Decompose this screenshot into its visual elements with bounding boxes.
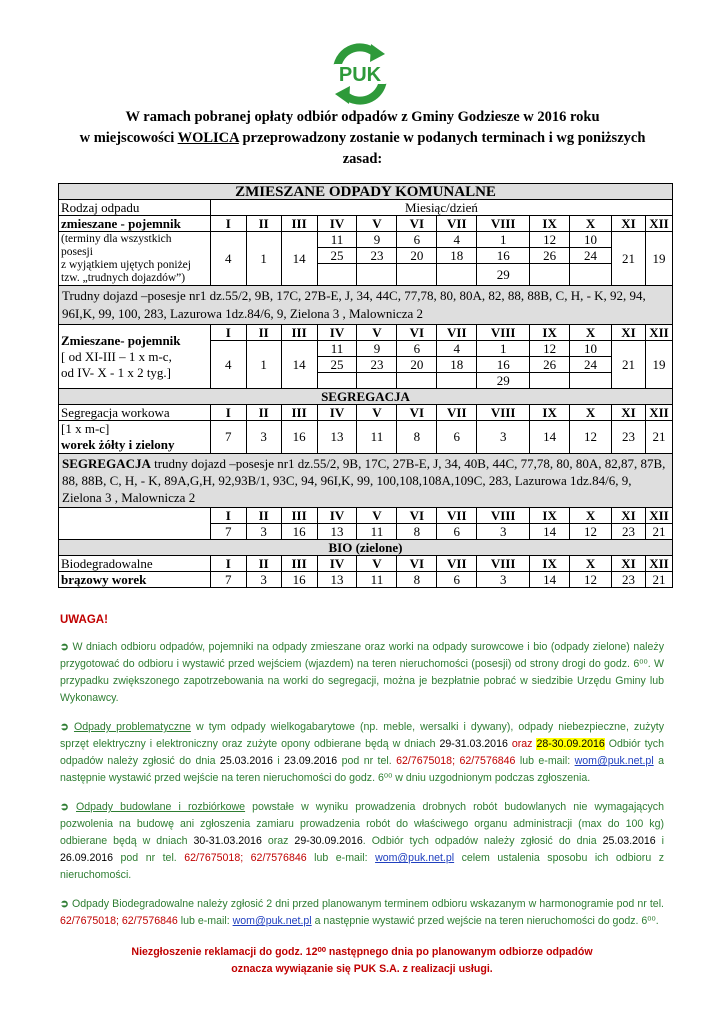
day-cell: 25 [317, 248, 357, 264]
note-text: Odbiór tych odpadów należy zgłosić do dnia [60, 738, 664, 767]
month-header: III [281, 216, 317, 232]
month-header: V [357, 556, 397, 572]
table-row [59, 405, 673, 421]
s1-note [59, 232, 211, 286]
month-header: II [246, 325, 281, 341]
month-header: V [357, 405, 397, 421]
arrow-icon: ➲ [60, 801, 69, 813]
day-cell: 1 [246, 341, 281, 389]
day-cell: 12 [570, 421, 612, 454]
day-cell: 3 [246, 421, 281, 454]
month-header: VII [437, 508, 477, 524]
day-cell: 12 [530, 232, 570, 248]
document-header [40, 107, 685, 170]
note-paragraph [60, 639, 664, 707]
month-header: VI [397, 325, 437, 341]
month-header: XII [645, 508, 672, 524]
month-header: XII [645, 405, 672, 421]
month-header: XI [611, 508, 645, 524]
note-text: W dniach odbioru odpadów, pojemniki na odpady zmieszane oraz worki na odpady surowcowe i bio (odpady zielone) należy przygotować do odbioru i wystawić przed wejściem (wjazdem) na teren nieruchomości (posesji) od strony drogi do godz. 6⁰⁰. W przypadku zwiększonego zapotrzebowania na worki do segregacji, można je bezpłatnie pobrać w siedzibie Urzędu Gminy lub Wykonawcy. [60, 641, 664, 704]
day-cell: 21 [611, 341, 645, 389]
s3-label: Segregacja workowa [59, 405, 211, 421]
month-header: IX [530, 508, 570, 524]
day-cell: 29 [477, 373, 530, 389]
email-link[interactable]: wom@puk.net.pl [232, 915, 312, 927]
month-header: I [210, 556, 246, 572]
day-cell [357, 264, 397, 286]
day-cell: 18 [437, 357, 477, 373]
date-text: 25.03.2016 [219, 755, 273, 767]
day-cell: 24 [570, 248, 612, 264]
month-header: VIII [477, 556, 530, 572]
s2-line: [ od XI-III – 1 x m-c, [61, 348, 172, 364]
header-line-1: W ramach pobranej opłaty odbiór odpadów z Gminy Godziesze w 2016 roku [125, 109, 600, 125]
day-cell: 23 [611, 421, 645, 454]
month-header: VIII [477, 325, 530, 341]
s1-note-line: tzw. „trudnych dojazdów”) [61, 271, 186, 284]
note-text: i [655, 835, 664, 847]
email-link[interactable]: wom@puk.net.pl [574, 755, 654, 767]
day-cell: 12 [530, 341, 570, 357]
month-header: VI [397, 556, 437, 572]
month-header: II [246, 405, 281, 421]
day-cell: 8 [397, 572, 437, 588]
segregacja-trudny [59, 454, 673, 508]
day-cell: 23 [611, 572, 645, 588]
day-cell: 23 [357, 248, 397, 264]
note-paragraph [60, 719, 664, 787]
month-header: II [246, 556, 281, 572]
month-header: I [210, 216, 246, 232]
month-header: I [210, 325, 246, 341]
header-line-2 [40, 128, 685, 149]
day-cell [570, 264, 612, 286]
day-cell: 19 [645, 341, 672, 389]
segregacja-header: SEGREGACJA [59, 389, 673, 405]
month-header: II [246, 216, 281, 232]
day-cell: 7 [210, 524, 246, 540]
month-header: XI [611, 405, 645, 421]
month-header: V [357, 216, 397, 232]
month-header: V [357, 325, 397, 341]
day-cell [397, 264, 437, 286]
month-header: XI [611, 556, 645, 572]
day-cell: 8 [397, 421, 437, 454]
day-cell [357, 373, 397, 389]
month-header: III [281, 405, 317, 421]
s5-line: brązowy worek [59, 572, 211, 588]
day-cell: 6 [397, 232, 437, 248]
segregacja-trudny-label: SEGREGACJA [62, 456, 151, 471]
day-cell: 21 [645, 572, 672, 588]
arrow-icon: ➲ [60, 898, 69, 910]
date-text: 29-30.09.2016 [294, 835, 363, 847]
day-cell: 10 [570, 341, 612, 357]
day-cell: 8 [397, 524, 437, 540]
note-text: w tym odpady wielkogabarytowe (np. meble, wersalki i dywany), odpady niebezpieczne, zużyty sprzęt elektryczny i elektroniczny oraz zużyte opony odbierane będą w dniach [60, 721, 664, 750]
note-topic: Odpady budowlane i rozbiórkowe [75, 801, 246, 813]
date-text: 29-31.03.2016 [439, 738, 508, 750]
day-cell: 13 [317, 572, 357, 588]
note-paragraph [60, 896, 664, 930]
date-text: 26.09.2016 [60, 852, 114, 864]
month-header: I [210, 508, 246, 524]
date-text: 25.03.2016 [602, 835, 656, 847]
email-link[interactable]: wom@puk.net.pl [375, 852, 455, 864]
note-text: celem ustalenia sposobu ich odbioru z nieruchomości. [60, 852, 665, 881]
month-header: IV [317, 508, 357, 524]
arrow-icon: ➲ [60, 641, 69, 653]
note-text: oraz [261, 835, 295, 847]
month-header: I [210, 405, 246, 421]
day-cell: 3 [477, 421, 530, 454]
bio-header: BIO (zielone) [59, 540, 673, 556]
table-row [59, 454, 673, 508]
note-text: Odpady Biodegradowalne należy zgłosić 2 dni przed planowanym terminem odbioru wskazanym w harmonogramie pod nr tel. [68, 898, 664, 910]
day-cell [570, 373, 612, 389]
month-header: III [281, 325, 317, 341]
day-cell: 3 [246, 572, 281, 588]
day-cell: 12 [570, 524, 612, 540]
day-cell: 18 [437, 248, 477, 264]
note-topic: Odpady problematyczne [73, 721, 191, 733]
date-text: 28-30.09.2016 [536, 738, 605, 750]
month-header: VI [397, 405, 437, 421]
month-header: IX [530, 556, 570, 572]
month-header: X [570, 508, 612, 524]
recycle-arrows-icon [325, 42, 395, 106]
day-cell [317, 373, 357, 389]
day-cell: 14 [530, 524, 570, 540]
day-cell: 4 [210, 341, 246, 389]
day-cell: 11 [357, 524, 397, 540]
s5-label: Biodegradowalne [59, 556, 211, 572]
col-month-day: Miesiąc/dzień [210, 200, 672, 216]
month-header: X [570, 556, 612, 572]
s3-line: worek żółty i zielony [61, 437, 175, 452]
month-header: V [357, 508, 397, 524]
month-header: II [246, 508, 281, 524]
month-header: IV [317, 556, 357, 572]
day-cell: 20 [397, 357, 437, 373]
header-line-2-post: przeprowadzony zostanie w podanych terminach i wg poniższych [238, 130, 646, 146]
trudny-dojazd-1: Trudny dojazd –posesje nr1 dz.55/2, 9B, 17C, 27B-E, J, 34, 44C, 77,78, 80, 80A, 82, 88, 88B, C, H, - K, 92, 94, 96I,K, 99, 100, 283, Lazurowa 1dz.84/6, 9, Zielona 3 , Malownicza 2 [59, 286, 673, 325]
month-header: X [570, 325, 612, 341]
day-cell: 1 [477, 341, 530, 357]
day-cell: 10 [570, 232, 612, 248]
day-cell: 4 [210, 232, 246, 286]
month-header: XII [645, 556, 672, 572]
day-cell: 29 [477, 264, 530, 286]
day-cell [530, 264, 570, 286]
month-header: IV [317, 325, 357, 341]
day-cell: 6 [437, 421, 477, 454]
day-cell: 21 [645, 421, 672, 454]
day-cell: 9 [357, 341, 397, 357]
day-cell: 21 [611, 232, 645, 286]
month-header: III [281, 508, 317, 524]
day-cell: 4 [437, 341, 477, 357]
day-cell: 24 [570, 357, 612, 373]
month-header: IV [317, 405, 357, 421]
day-cell: 14 [530, 572, 570, 588]
day-cell: 1 [246, 232, 281, 286]
day-cell: 20 [397, 248, 437, 264]
day-cell [397, 373, 437, 389]
day-cell: 9 [357, 232, 397, 248]
s1-note-line: z wyjątkiem ujętych poniżej [61, 258, 191, 271]
day-cell: 13 [317, 524, 357, 540]
month-header: III [281, 556, 317, 572]
logo-text: PUK [338, 64, 382, 86]
notes-section [60, 612, 664, 942]
day-cell: 11 [317, 341, 357, 357]
note-text: pod nr tel. [337, 755, 397, 767]
month-header: VI [397, 508, 437, 524]
header-place: WOLICA [177, 130, 239, 146]
day-cell [530, 373, 570, 389]
day-cell: 19 [645, 232, 672, 286]
month-header: VII [437, 216, 477, 232]
table-row [59, 325, 673, 341]
table-row [59, 572, 673, 588]
schedule-table [58, 183, 673, 588]
day-cell: 3 [246, 524, 281, 540]
note-text: pod nr tel. [113, 852, 185, 864]
day-cell [437, 373, 477, 389]
month-header: XI [611, 216, 645, 232]
s1-note-line: posesji [61, 245, 93, 258]
puk-logo [325, 42, 395, 106]
s2-label-cell [59, 325, 211, 389]
day-cell: 3 [477, 572, 530, 588]
day-cell [437, 264, 477, 286]
table-row [59, 508, 673, 524]
header-line-2-pre: w miejscowości [79, 130, 178, 146]
footer-notice [60, 944, 664, 978]
day-cell: 11 [357, 572, 397, 588]
month-header: XII [645, 216, 672, 232]
s4-empty-label [59, 508, 211, 540]
note-paragraph [60, 799, 664, 884]
month-header: VIII [477, 216, 530, 232]
phone-text: 62/7675018; 62/7576846 [60, 915, 178, 927]
header-line-3: zasad: [342, 151, 383, 167]
month-header: IX [530, 325, 570, 341]
day-cell: 25 [317, 357, 357, 373]
day-cell: 16 [477, 248, 530, 264]
day-cell: 11 [317, 232, 357, 248]
date-text: 23.09.2016 [284, 755, 338, 767]
day-cell: 16 [281, 572, 317, 588]
uwaga-heading: UWAGA! [60, 614, 108, 626]
note-text: powstałe w wyniku prowadzenia drobnych robót budowlanych nie wymagających pozwolenia na budowę ani zgłoszenia zamiaru prowadzenia robót do właściwego organu administracji (max do 100 kg) odbierane będą w dniach [60, 801, 664, 847]
day-cell: 14 [281, 341, 317, 389]
phone-text: 62/7675018; 62/7576846 [396, 755, 516, 767]
day-cell: 26 [530, 357, 570, 373]
note-text: . Odbiór tych odpadów należy zgłosić do dnia [362, 835, 603, 847]
day-cell: 6 [437, 524, 477, 540]
table-row [59, 389, 673, 405]
month-header: IX [530, 216, 570, 232]
s2-label: Zmieszane- pojemnik [61, 332, 181, 348]
day-cell: 7 [210, 572, 246, 588]
month-header: IX [530, 405, 570, 421]
note-text: lub e-mail: [515, 755, 575, 767]
day-cell: 13 [317, 421, 357, 454]
table-row [59, 232, 673, 248]
day-cell [317, 264, 357, 286]
s1-label: zmieszane - pojemnik [59, 216, 211, 232]
table-row [59, 421, 673, 454]
footer-line-2: oznacza wywiązanie się PUK S.A. z realizacji usługi. [231, 963, 493, 975]
s3-label-cont [59, 421, 211, 454]
s1-note-line: (terminy dla wszystkich [61, 232, 172, 245]
note-text: oraz [507, 738, 537, 750]
table-title: ZMIESZANE ODPADY KOMUNALNE [59, 184, 673, 200]
col-waste-type: Rodzaj odpadu [59, 200, 211, 216]
table-row [59, 540, 673, 556]
day-cell: 16 [281, 524, 317, 540]
note-text: lub e-mail: [177, 915, 233, 927]
month-header: IV [317, 216, 357, 232]
arrow-icon: ➲ [60, 721, 69, 733]
month-header: X [570, 405, 612, 421]
day-cell: 11 [357, 421, 397, 454]
day-cell: 21 [645, 524, 672, 540]
month-header: VII [437, 325, 477, 341]
note-text: a następnie wystawić przed wejście na teren nieruchomości do godz. 6⁰⁰. [311, 915, 659, 927]
day-cell: 23 [357, 357, 397, 373]
note-text: lub e-mail: [306, 852, 376, 864]
day-cell: 6 [437, 572, 477, 588]
month-header: VI [397, 216, 437, 232]
month-header: VII [437, 556, 477, 572]
day-cell: 26 [530, 248, 570, 264]
day-cell: 14 [281, 232, 317, 286]
day-cell: 3 [477, 524, 530, 540]
day-cell: 7 [210, 421, 246, 454]
month-header: XII [645, 325, 672, 341]
month-header: X [570, 216, 612, 232]
month-header: VIII [477, 508, 530, 524]
note-text: i [272, 755, 285, 767]
s2-line: od IV- X - 1 x 2 tyg.] [61, 364, 172, 380]
day-cell: 23 [611, 524, 645, 540]
table-row [59, 216, 673, 232]
day-cell: 14 [530, 421, 570, 454]
note-text: a następnie wystawić przed wejście na teren nieruchomości do godz. 6⁰⁰ w dniu uzgodnionym podczas zgłoszenia. [60, 755, 664, 784]
phone-text: 62/7675018; 62/7576846 [184, 852, 307, 864]
date-text: 30-31.03.2016 [193, 835, 262, 847]
table-row [59, 286, 673, 325]
month-header: VII [437, 405, 477, 421]
s3-line: [1 x m-c] [61, 421, 110, 436]
day-cell: 1 [477, 232, 530, 248]
day-cell: 12 [570, 572, 612, 588]
day-cell: 6 [397, 341, 437, 357]
day-cell: 16 [281, 421, 317, 454]
segregacja-trudny-text: trudny dojazd –posesje nr1 dz.55/2, 9B, 17C, 27B-E, J, 34, 40B, 44C, 77,78, 80, 80A, 82,87, 87B, 88, 88B, C, H, - K, 89A,G,H, 92,93B/1, 93C, 94, 96I,K, 99, 100,108,108A,109C, 283, Lazurowa 1dz.84/6, 9, Zielona 3 , Malownicza 2 [62, 456, 666, 505]
day-cell: 4 [437, 232, 477, 248]
month-header: VIII [477, 405, 530, 421]
footer-line-1: Niezgłoszenie reklamacji do godz. 12⁰⁰ następnego dnia po planowanym odbiorze odpadów [131, 946, 593, 958]
day-cell: 16 [477, 357, 530, 373]
month-header: XI [611, 325, 645, 341]
table-row [59, 556, 673, 572]
